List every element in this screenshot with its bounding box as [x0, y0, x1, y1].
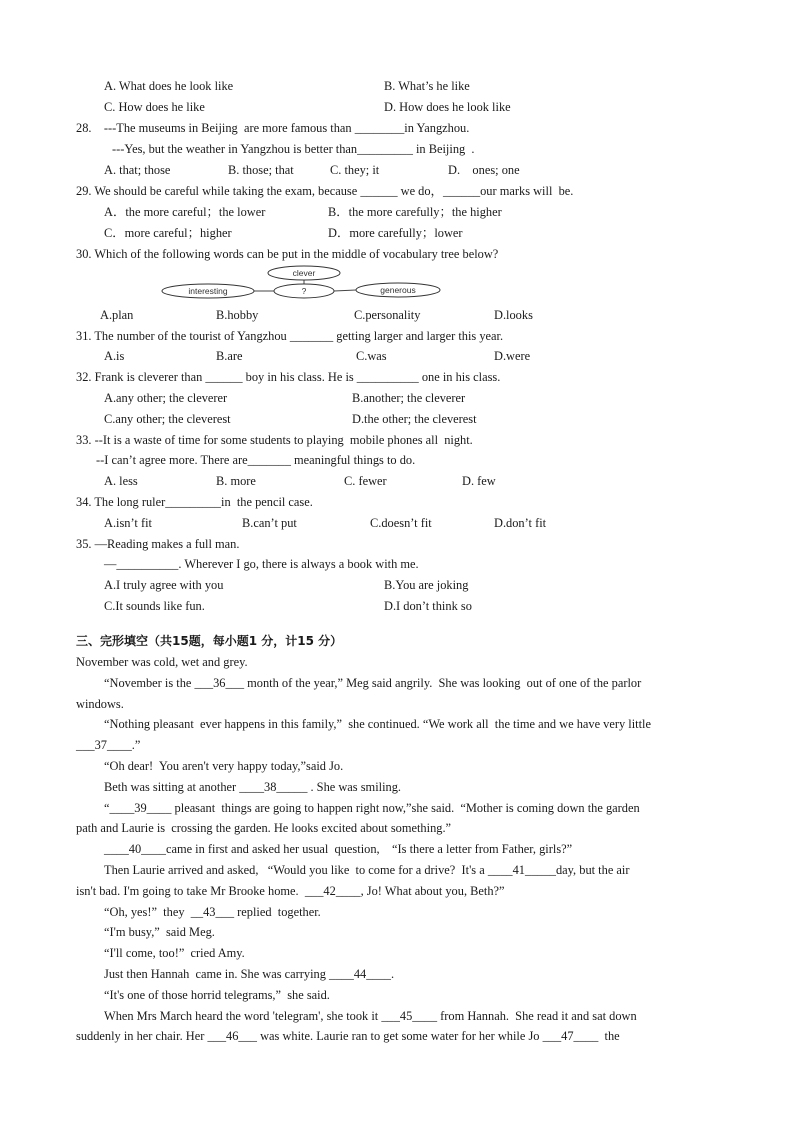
- passage-line: windows.: [76, 697, 124, 711]
- q35-stem-reply: —__________. Wherever I go, there is always a book with me.: [104, 557, 419, 571]
- q31-option-a: A.is: [104, 349, 125, 363]
- q30-option-d: D.looks: [494, 308, 533, 322]
- q33-option-b: B. more: [216, 474, 256, 488]
- q30-stem: 30. Which of the following words can be put in the middle of vocabulary tree below?: [76, 247, 499, 261]
- q33-option-d: D. few: [462, 474, 496, 488]
- q32-option-d: D.the other; the cleverest: [352, 412, 477, 426]
- q33-option-c: C. fewer: [344, 474, 387, 488]
- q29-option-d: D．more carefully；lower: [328, 226, 463, 240]
- q32-option-c: C.any other; the cleverest: [104, 412, 231, 426]
- vocabulary-tree-diagram: [160, 264, 450, 304]
- q32-option-a: A.any other; the cleverer: [104, 391, 228, 405]
- q34-option-d: D.don’t fit: [494, 516, 547, 530]
- q32-stem: 32. Frank is cleverer than ______ boy in his class. He is __________ one in his class.: [76, 370, 501, 384]
- passage-line: “____39____ pleasant things are going to happen right now,”she said. “Mother is coming down the garden: [104, 801, 640, 815]
- q27-option-c: C. How does he like: [104, 100, 205, 114]
- q27-option-b: B. What’s he like: [384, 79, 470, 93]
- q31-stem: 31. The number of the tourist of Yangzhou _______ getting larger and larger this year.: [76, 329, 504, 343]
- q34-option-c: C.doesn’t fit: [370, 516, 432, 530]
- passage-line: November was cold, wet and grey.: [76, 655, 248, 669]
- q28-stem-reply: ---Yes, but the weather in Yangzhou is better than_________ in Beijing .: [112, 142, 475, 156]
- passage-line: “Nothing pleasant ever happens in this family,” she continued. “We work all the time and we have very little: [104, 717, 652, 731]
- passage-line: “Oh, yes!” they __43___ replied together.: [104, 905, 321, 919]
- passage-line: ____40____came in first and asked her usual question, “Is there a letter from Father, girls?”: [104, 842, 573, 856]
- q31-option-d: D.were: [494, 349, 531, 363]
- q31-option-c: C.was: [356, 349, 387, 363]
- q31-option-b: B.are: [216, 349, 243, 363]
- q27-option-a: A. What does he look like: [104, 79, 234, 93]
- q35-option-d: D.I don’t think so: [384, 599, 472, 613]
- tree-word-top: clever: [292, 268, 316, 278]
- passage-line: isn't bad. I'm going to take Mr Brooke home. ___42____, Jo! What about you, Beth?”: [76, 884, 505, 898]
- q29-option-c: C．more careful；higher: [104, 226, 232, 240]
- passage-line: ___37____.”: [76, 738, 141, 752]
- q30-option-b: B.hobby: [216, 308, 259, 322]
- q28-option-c: C. they; it: [330, 163, 380, 177]
- passage-line: Then Laurie arrived and asked, “Would you like to come for a drive? It's a ____41_____day, but the air: [104, 863, 630, 877]
- q29-option-a: A．the more careful；the lower: [104, 205, 266, 219]
- q35-option-c: C.It sounds like fun.: [104, 599, 205, 613]
- passage-line: “Oh dear! You aren't very happy today,”said Jo.: [104, 759, 344, 773]
- q35-stem: 35. —Reading makes a full man.: [76, 537, 240, 551]
- section-heading-cloze: 三、完形填空（共15题，每小题1 分，计15 分）: [76, 634, 343, 648]
- q27-option-d: D. How does he look like: [384, 100, 511, 114]
- passage-line: “I'll come, too!” cried Amy.: [104, 946, 245, 960]
- passage-line: suddenly in her chair. Her ___46___ was white. Laurie ran to get some water for her while Jo ___47____ the: [76, 1029, 620, 1043]
- q30-option-a: A.plan: [100, 308, 134, 322]
- tree-word-right: generous: [380, 285, 416, 295]
- q28-option-d: D. ones; one: [448, 163, 520, 177]
- tree-link-right: [334, 290, 356, 291]
- passage-line: “November is the ___36___ month of the year,” Meg said angrily. She was looking out of one of the parlor: [104, 676, 642, 690]
- passage-line: “I'm busy,” said Meg.: [104, 925, 215, 939]
- q33-option-a: A. less: [104, 474, 138, 488]
- passage-line: When Mrs March heard the word 'telegram', she took it ___45____ from Hannah. She read it and sat down: [104, 1009, 637, 1023]
- q34-stem: 34. The long ruler_________in the pencil case.: [76, 495, 313, 509]
- passage-line: “It's one of those horrid telegrams,” she said.: [104, 988, 330, 1002]
- q35-option-a: A.I truly agree with you: [104, 578, 224, 592]
- q28-option-b: B. those; that: [228, 163, 294, 177]
- passage-line: path and Laurie is crossing the garden. He looks excited about something.”: [76, 821, 452, 835]
- q30-option-c: C.personality: [354, 308, 421, 322]
- q33-stem-reply: --I can’t agree more. There are_______ meaningful things to do.: [96, 453, 416, 467]
- q33-stem: 33. --It is a waste of time for some students to playing mobile phones all night.: [76, 433, 473, 447]
- passage-line: Just then Hannah came in. She was carrying ____44____.: [104, 967, 395, 981]
- q28-option-a: A. that; those: [104, 163, 171, 177]
- q29-stem: 29. We should be careful while taking the exam, because ______ we do，______our marks will be.: [76, 184, 574, 198]
- q32-option-b: B.another; the cleverer: [352, 391, 466, 405]
- tree-word-center: ?: [301, 286, 307, 296]
- q28-stem: 28. ---The museums in Beijing are more famous than ________in Yangzhou.: [76, 121, 470, 135]
- tree-word-left: interesting: [188, 286, 228, 296]
- q34-option-a: A.isn’t fit: [104, 516, 152, 530]
- passage-line: Beth was sitting at another ____38_____ . She was smiling.: [104, 780, 402, 794]
- q35-option-b: B.You are joking: [384, 578, 469, 592]
- q29-option-b: B．the more carefully；the higher: [328, 205, 502, 219]
- q34-option-b: B.can’t put: [242, 516, 297, 530]
